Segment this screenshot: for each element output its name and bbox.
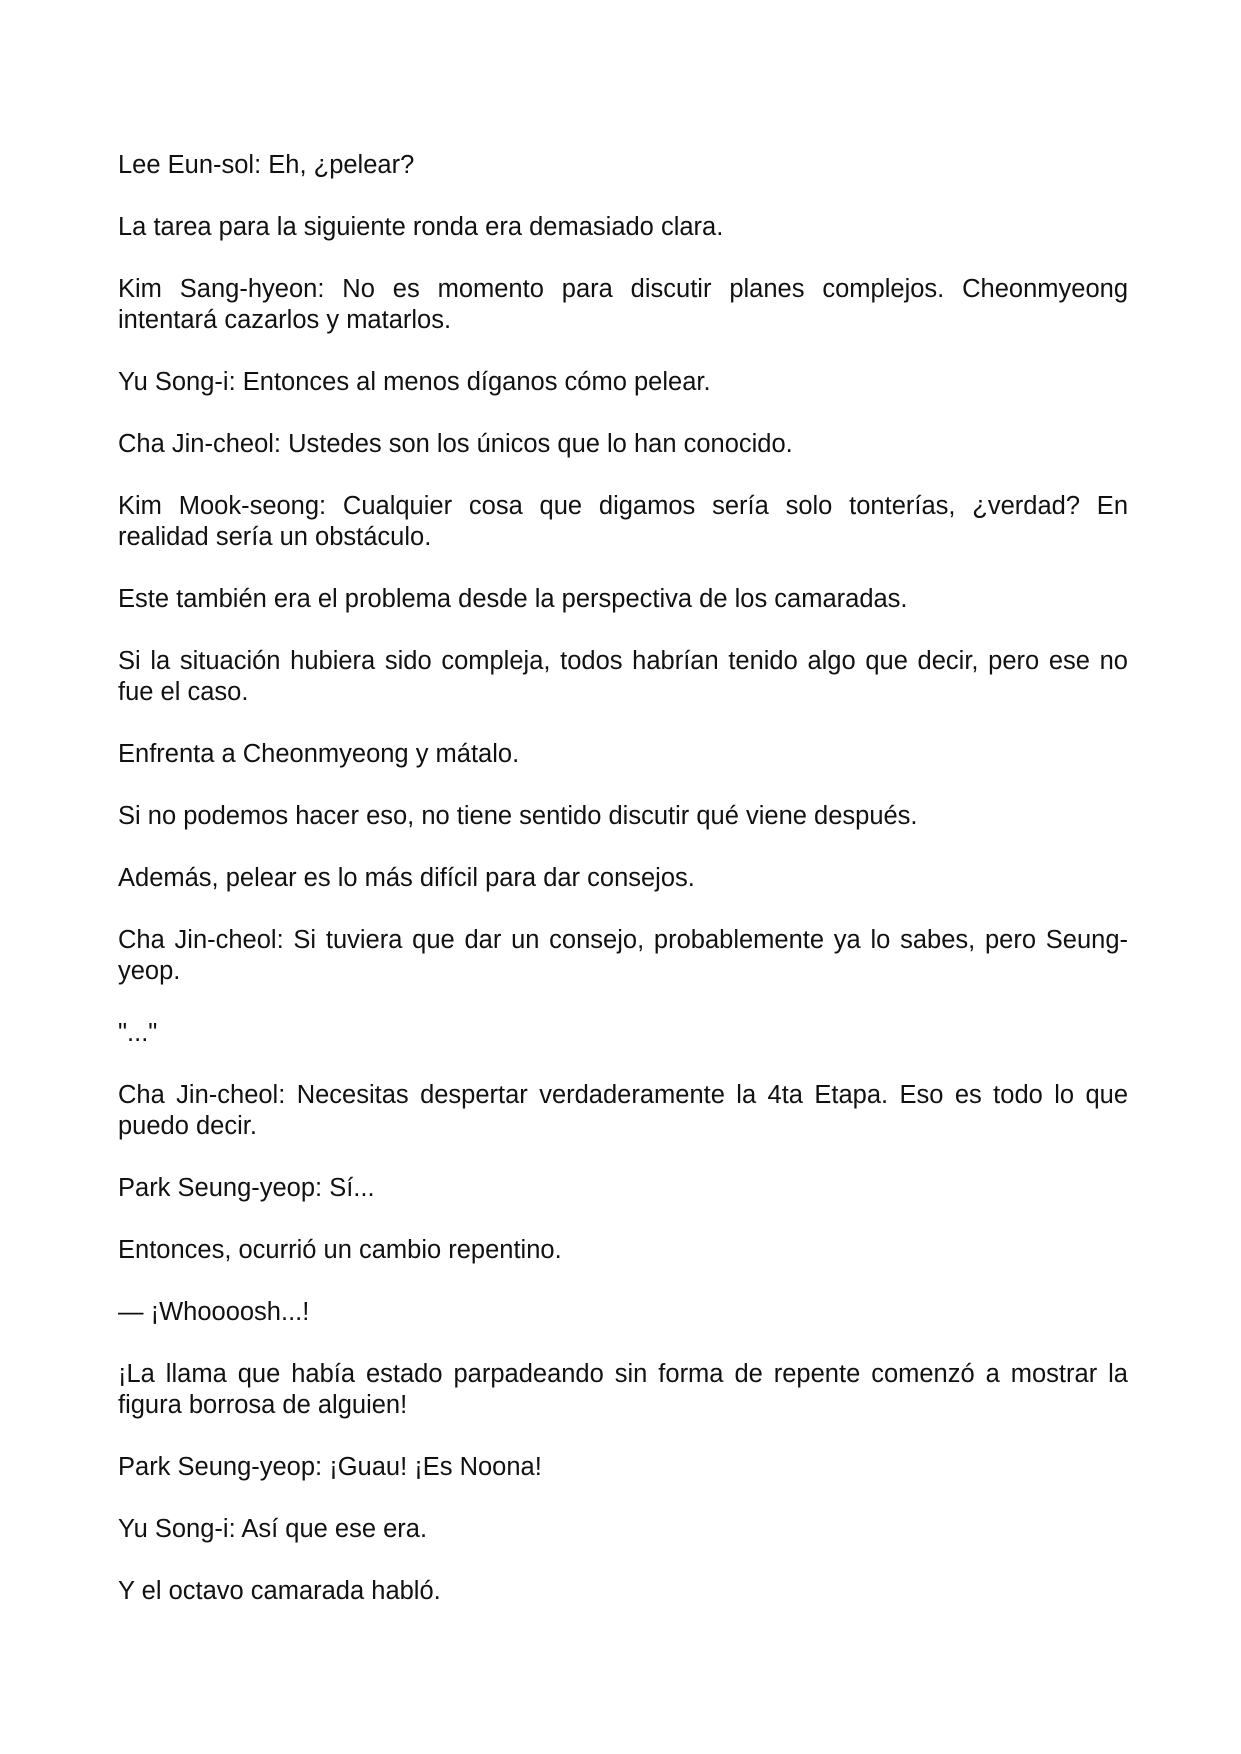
paragraph: Yu Song-i: Así que ese era. xyxy=(118,1515,428,1543)
paragraph: ¡La llama que había estado parpadeando sin forma de repente comenzó a mostrar la figura borrosa de alguien! xyxy=(118,1360,1128,1419)
paragraph: Si no podemos hacer eso, no tiene sentido discutir qué viene después. xyxy=(118,802,918,830)
paragraph: Cha Jin-cheol: Si tuviera que dar un consejo, probablemente ya lo sabes, pero Seung-yeop. xyxy=(118,926,1128,985)
paragraph: Además, pelear es lo más difícil para dar consejos. xyxy=(118,864,695,892)
paragraph: Cha Jin-cheol: Ustedes son los únicos que lo han conocido. xyxy=(118,430,793,458)
paragraph: Este también era el problema desde la perspectiva de los camaradas. xyxy=(118,585,908,613)
paragraph: Y el octavo camarada habló. xyxy=(118,1577,441,1605)
paragraph: Enfrenta a Cheonmyeong y mátalo. xyxy=(118,740,520,768)
paragraph: Yu Song-i: Entonces al menos díganos cómo pelear. xyxy=(118,368,711,396)
paragraph: Entonces, ocurrió un cambio repentino. xyxy=(118,1236,562,1264)
paragraph: "..." xyxy=(118,1019,158,1047)
paragraph: Cha Jin-cheol: Necesitas despertar verdaderamente la 4ta Etapa. Eso es todo lo que puedo decir. xyxy=(118,1081,1128,1140)
paragraph: Kim Mook-seong: Cualquier cosa que digamos sería solo tonterías, ¿verdad? En realidad sería un obstáculo. xyxy=(118,492,1128,551)
paragraph: Lee Eun-sol: Eh, ¿pelear? xyxy=(118,151,415,179)
paragraph: Si la situación hubiera sido compleja, todos habrían tenido algo que decir, pero ese no fue el caso. xyxy=(118,647,1128,706)
paragraph: Kim Sang-hyeon: No es momento para discutir planes complejos. Cheonmyeong intentará cazarlos y matarlos. xyxy=(118,275,1128,334)
paragraph: La tarea para la siguiente ronda era demasiado clara. xyxy=(118,213,724,241)
document-body xyxy=(118,150,1128,1638)
paragraph: Park Seung-yeop: Sí... xyxy=(118,1174,375,1202)
paragraph: — ¡Whoooosh...! xyxy=(118,1298,310,1326)
paragraph: Park Seung-yeop: ¡Guau! ¡Es Noona! xyxy=(118,1453,542,1481)
